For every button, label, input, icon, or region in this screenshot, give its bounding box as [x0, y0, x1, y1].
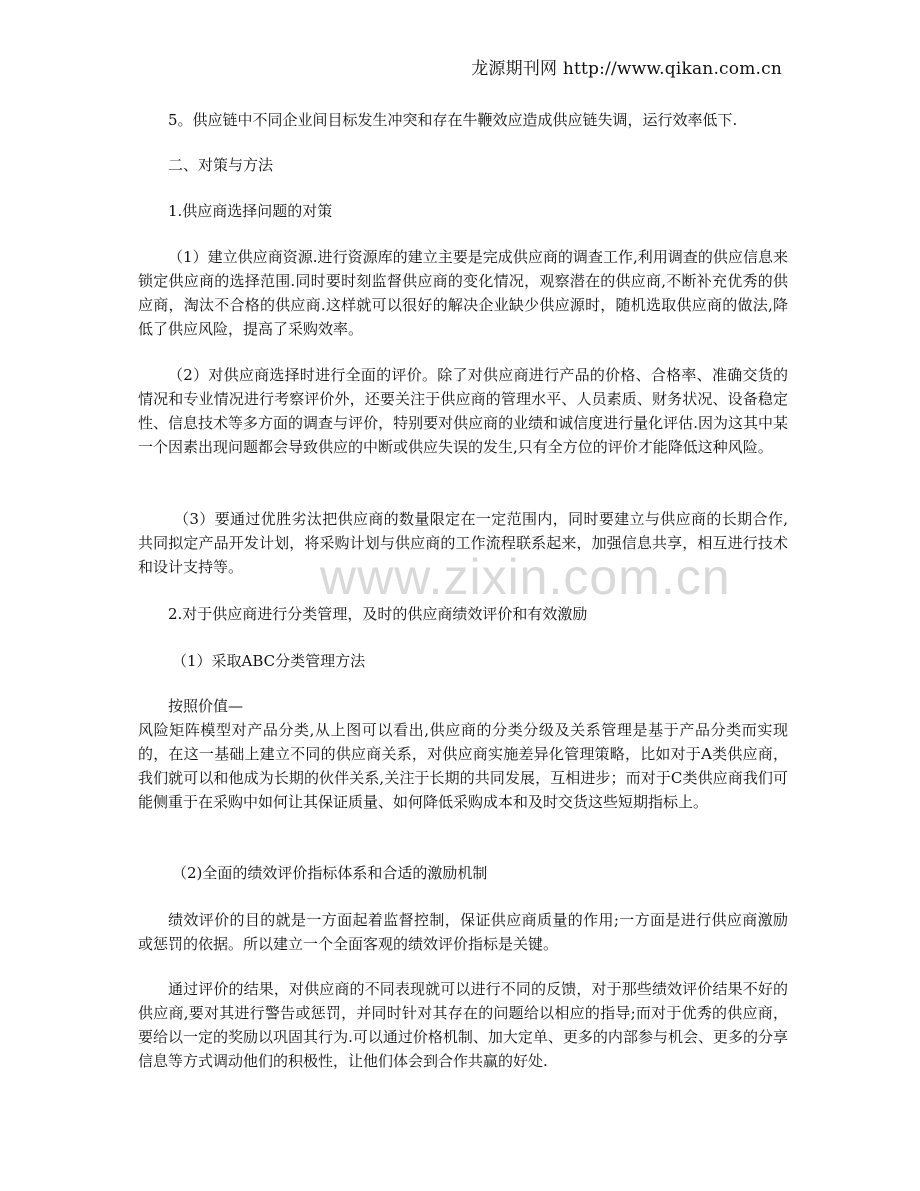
paragraph-value-lead: 按照价值— — [168, 697, 244, 715]
paragraph-item-1: （1）建立供应商资源.进行资源库的建立主要是完成供应商的调查工作,利用调查的供应信息来锁定供应商的选择范围.同时要时刻监督供应商的变化情况，观察潜在的供应商,不断补充优秀的供应商，淘汰不合格的供应商.这样就可以很好的解决企业缺少供应源时，随机选取供应商的做法,降低了供应风险，提高了采购效率。 — [138, 248, 788, 338]
paragraph-feedback: 通过评价的结果，对供应商的不同表现就可以进行不同的反馈，对于那些绩效评价结果不好的供应商,要对其进行警告或惩罚，并同时针对其存在的问题给以相应的指导;而对于优秀的供应商，要给以一定的奖励以巩固其行为.可以通过价格机制、加大定单、更多的内部参与机会、更多的分享信息等方式调动他们的积极性，让他们体会到合作共赢的好处. — [138, 980, 788, 1070]
paragraph-risk-matrix: 风险矩阵模型对产品分类,从上图可以看出,供应商的分类分级及关系管理是基于产品分类而实现的，在这一基础上建立不同的供应商关系，对供应商实施差异化管理策略，比如对于A类供应商，我们就可以和他成为长期的伙伴关系,关注于长期的共同发展，互相进步；而对于C类供应商我们可能侧重于在采购中如何让其保证质量、如何降低采购成本和及时交货这些短期指标上。 — [138, 721, 788, 811]
subsection-heading-2: 2.对于供应商进行分类管理，及时的供应商绩效评价和有效激励 — [168, 605, 588, 623]
journal-header: 龙源期刊网 http://www.qikan.com.cn — [471, 59, 782, 79]
paragraph-performance-purpose: 绩效评价的目的就是一方面起着监督控制，保证供应商质量的作用;一方面是进行供应商激励或惩罚的依据。所以建立一个全面客观的绩效评价指标是关键。 — [138, 911, 788, 953]
abc-heading: （1）采取ABC分类管理方法 — [172, 652, 366, 670]
paragraph-item-3: （3）要通过优胜劣汰把供应商的数量限定在一定范围内，同时要建立与供应商的长期合作,共同拟定产品开发计划，将采购计划与供应商的工作流程联系起来，加强信息共享，相互进行技术和设计支持等。 — [138, 510, 788, 576]
paragraph-item-2: （2）对供应商选择时进行全面的评价。除了对供应商进行产品的价格、合格率、准确交货的情况和专业情况进行考察评价外，还要关注于供应商的管理水平、人员素质、财务状况、设备稳定性、信息技术等多方面的调查与评价，特别要对供应商的业绩和诚信度进行量化评估.因为这其中某一个因素出现问题都会导致供应的中断或供应失误的发生,只有全方位的评价才能降低这种风险。 — [138, 366, 788, 456]
performance-heading: （2)全面的绩效评价指标体系和合适的激励机制 — [172, 864, 488, 882]
watermark: www.zixin.com.cn — [320, 549, 731, 605]
section-heading: 二、对策与方法 — [168, 156, 274, 174]
paragraph-point-5: 5。供应链中不同企业间目标发生冲突和存在牛鞭效应造成供应链失调，运行效率低下. — [168, 111, 738, 129]
subsection-heading-1: 1.供应商选择问题的对策 — [168, 202, 333, 220]
